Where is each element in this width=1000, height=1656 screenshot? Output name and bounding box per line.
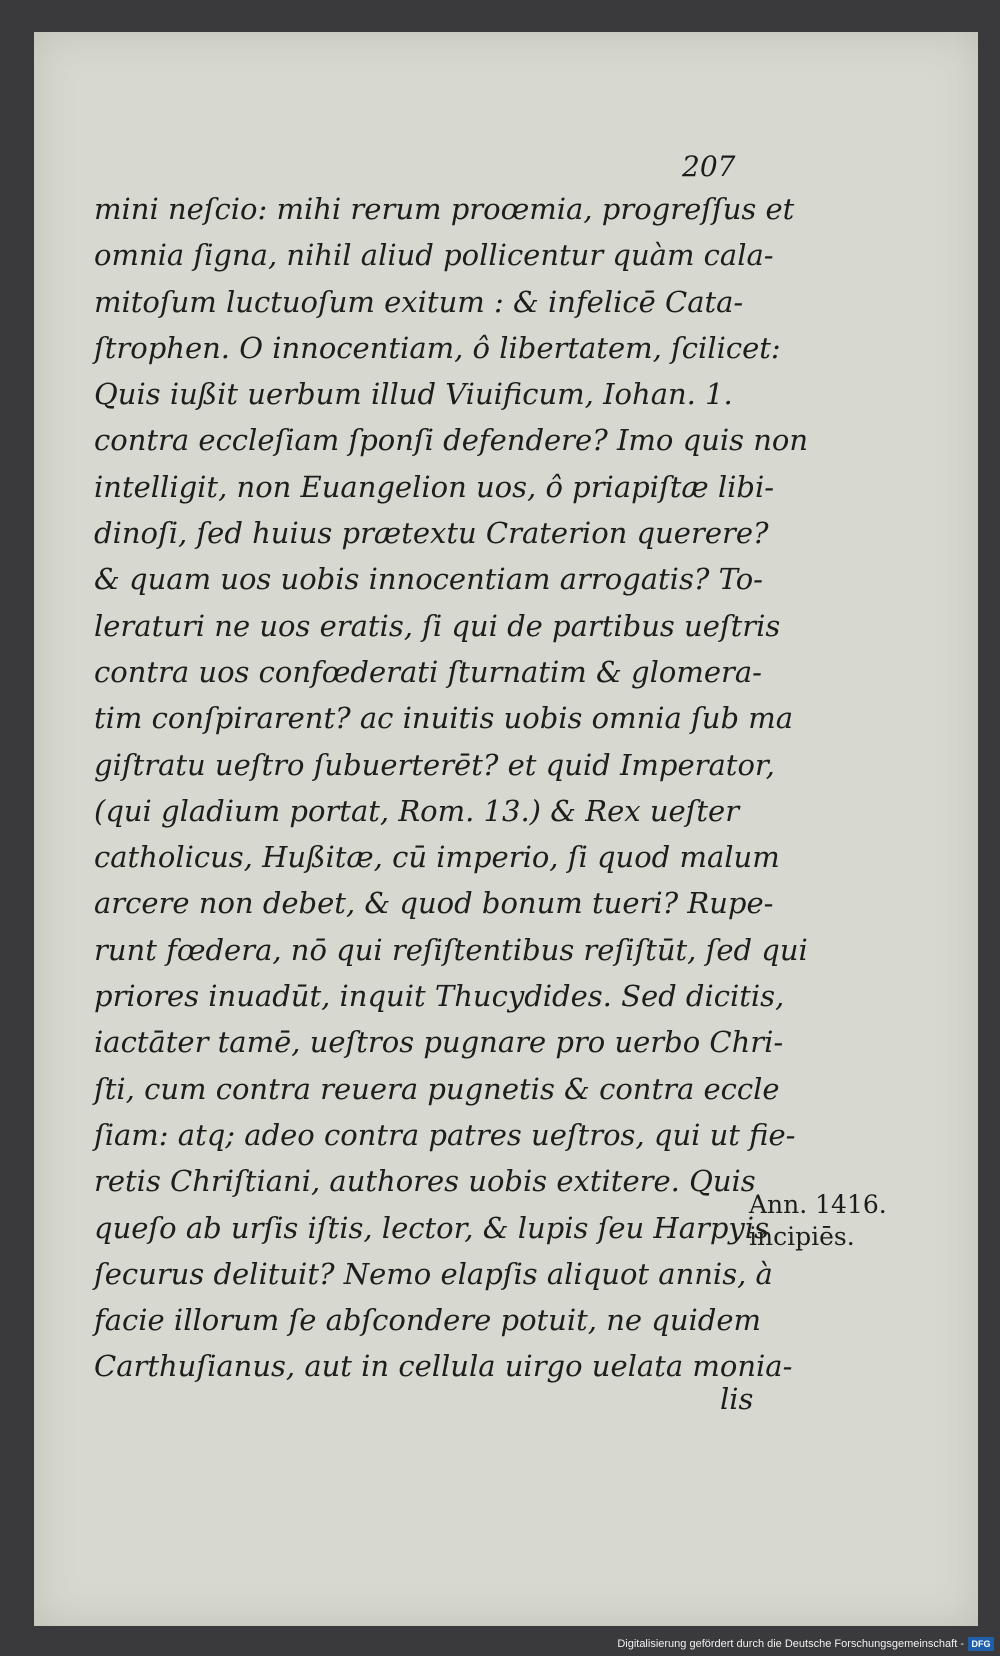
catchword: lis <box>720 1382 754 1416</box>
text-line: catholicus, Hußitæ, cū imperio, ſi quod malum <box>94 840 780 875</box>
text-line: mini neſcio: mihi rerum proœmia, progreſſus et <box>94 192 795 226</box>
text-line: leraturi ne uos eratis, ſi qui de partibus ueſtris <box>94 608 781 643</box>
text-line: & quam uos uobis innocentiam arrogatis? To- <box>94 562 763 597</box>
margin-note <box>749 1189 887 1253</box>
text-line: priores inuadūt, inquit Thucydides. Sed dicitis, <box>94 979 785 1014</box>
text-line: arcere non debet, & quod bonum tueri? Rupe- <box>94 886 774 921</box>
text-line: queſo ab urſis iſtis, lector, & lupis ſeu Harpyis <box>94 1210 769 1245</box>
text-line: ſiam: atq; adeo contra patres ueſtros, qui ut fie- <box>94 1117 796 1152</box>
text-line: retis Chriſtiani, authores uobis extitere. Quis <box>94 1164 756 1199</box>
text-line: omnia ſigna, nihil aliud pollicentur quàm cala- <box>94 238 774 273</box>
dfg-logo-icon: DFG <box>968 1637 994 1651</box>
page-number: 207 <box>682 150 736 183</box>
book-page <box>34 32 978 1626</box>
footer-credit: Digitalisierung gefördert durch die Deutsche Forschungsgemeinschaft - <box>617 1638 964 1650</box>
text-line: ſecurus delituit? Nemo elapſis aliquot annis, à <box>94 1256 773 1291</box>
margin-note-line: incipiēs. <box>749 1222 855 1251</box>
text-line: (qui gladium portat, Rom. 13.) & Rex ueſter <box>94 793 740 828</box>
text-line: facie illorum ſe abſcondere potuit, ne quidem <box>94 1303 762 1338</box>
text-line: contra uos confœderati ſturnatim & glomera- <box>94 654 762 689</box>
text-line: iactāter tamē, ueſtros pugnare pro uerbo Chri- <box>94 1025 784 1060</box>
text-line: tim conſpirarent? ac inuitis uobis omnia ſub ma <box>94 701 794 736</box>
text-line: intelligit, non Euangelion uos, ô priapiſtæ libi- <box>94 469 775 504</box>
text-line: Carthuſianus, aut in cellula uirgo uelata monia- <box>94 1349 793 1384</box>
text-line: dinoſi, ſed huius prætextu Craterion querere? <box>94 516 769 551</box>
text-line: giſtratu ueſtro ſubuerterēt? et quid Imperator, <box>94 747 775 782</box>
text-line: contra eccleſiam ſponſi defendere? Imo quis non <box>94 423 809 458</box>
text-line: Quis iußit uerbum illud Viuificum, Iohan. 1. <box>94 377 733 412</box>
text-line: mitoſum luctuoſum exitum : & infelicē Cata- <box>94 284 744 319</box>
margin-note-line: Ann. 1416. <box>749 1190 887 1219</box>
text-line: ſti, cum contra reuera pugnetis & contra eccle <box>94 1071 780 1106</box>
text-line: runt fœdera, nō qui reſiſtentibus reſiſtūt, ſed qui <box>94 932 808 967</box>
text-line: ſtrophen. O innocentiam, ô libertatem, ſcilicet: <box>94 330 781 365</box>
